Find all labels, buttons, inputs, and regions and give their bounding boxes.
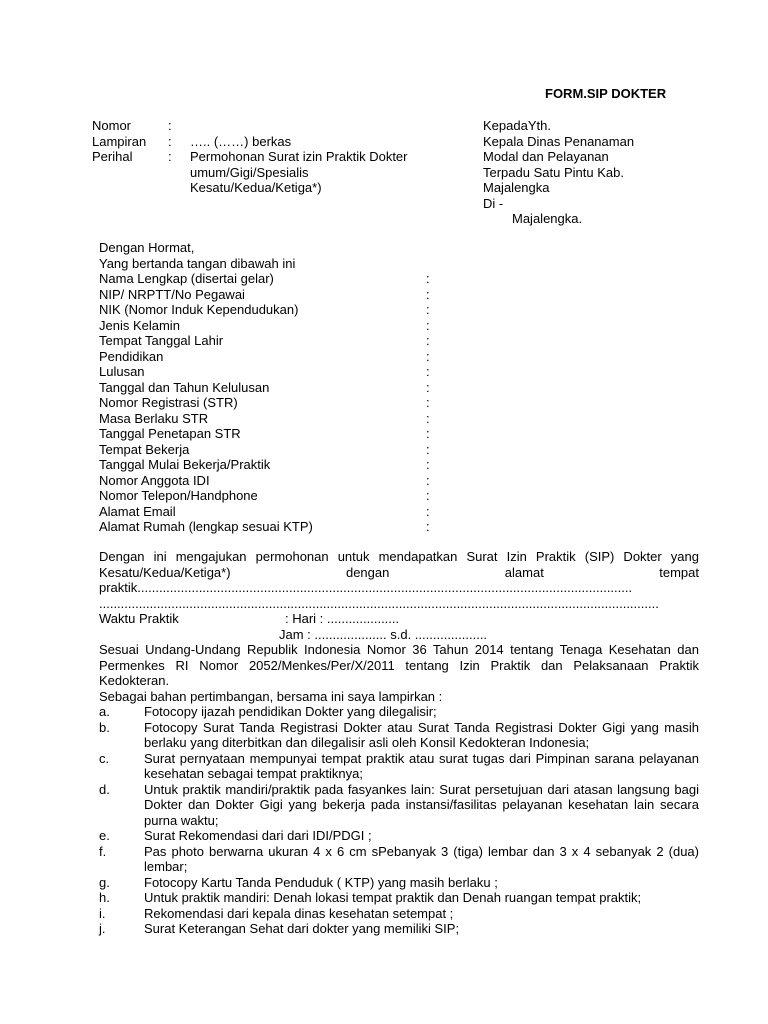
field-label: Alamat Email (99, 503, 176, 519)
meta-label: Nomor (92, 118, 132, 133)
attach-intro: Sebagai bahan pertimbangan, bersama ini saya lampirkan : (99, 688, 443, 704)
meta-colon: : (168, 149, 172, 164)
waktu-jam: Jam : .................... s.d. .................... (279, 626, 488, 642)
legal-basis: Sesuai Undang-Undang Republik Indonesia Nomor 36 Tahun 2014 tentang Tenaga Kesehatan dan Permenkes RI Nomor 2052/Menkes/Per/X/2011 tentang Izin Praktik dan Pelaksanaan Praktik Kedokteran. (99, 642, 699, 688)
field-colon: : (426, 488, 430, 503)
attachment-item (99, 890, 699, 906)
field-label: Tempat Tanggal Lahir (99, 333, 224, 348)
field-list (99, 271, 439, 535)
meta-value: ….. (……) berkas (190, 133, 292, 149)
recipient-line: Terpadu Satu Pintu Kab. (483, 164, 624, 180)
field-label: Tanggal Penetapan STR (99, 426, 241, 441)
field-label: Nomor Anggota IDI (99, 472, 210, 488)
attachment-marker: f. (99, 843, 107, 859)
field-label: Masa Berlaku STR (99, 410, 209, 426)
form-title: FORM.SIP DOKTER (545, 86, 667, 101)
field-label: NIP/ NRPTT/No Pegawai (99, 286, 245, 302)
request-line: ........................................................................................................................................................... (99, 595, 659, 611)
request-line: Dengan ini mengajukan permohonan untuk mendapatkan Surat Izin Praktik (SIP) Dokter yang (99, 549, 699, 564)
applicant-fields (99, 240, 439, 535)
request-line: Kesatu/Kedua/Ketiga*) dengan alamat tempat (99, 564, 699, 580)
attachment-text: Surat pernyataan mempunyai tempat praktik atau surat tugas dari Pimpinan sarana pelayanan kesehatan sebagai tempat praktiknya; (144, 750, 699, 781)
letter-meta (92, 118, 440, 196)
field-colon: : (426, 472, 430, 488)
field-row (99, 302, 439, 318)
field-colon: : (426, 302, 430, 317)
attachment-marker: a. (99, 704, 110, 719)
field-label: NIK (Nomor Induk Kependudukan) (99, 302, 299, 317)
greeting: Dengan Hormat, (99, 240, 195, 255)
recipient-line: KepadaYth. (483, 118, 551, 133)
field-colon: : (426, 503, 430, 519)
attachment-text: Pas photo berwarna ukuran 4 x 6 cm sPebanyak 3 (tiga) lembar dan 3 x 4 sebanyak 2 (dua) lembar; (144, 843, 699, 874)
meta-row-perihal (92, 149, 440, 196)
field-label: Nomor Telepon/Handphone (99, 488, 258, 503)
attachment-text: Untuk praktik mandiri: Denah lokasi tempat praktik dan Denah ruangan tempat praktik; (144, 890, 642, 905)
field-label: Nomor Registrasi (STR) (99, 395, 238, 410)
attachment-marker: i. (99, 905, 106, 921)
field-row (99, 349, 439, 365)
recipient-block (483, 118, 634, 227)
field-colon: : (426, 286, 430, 302)
attachment-marker: g. (99, 874, 110, 890)
field-colon: : (426, 364, 430, 379)
attachment-text: Fotocopy ijazah pendidikan Dokter yang dilegalisir; (144, 704, 437, 719)
field-label: Tanggal Mulai Bekerja/Praktik (99, 457, 271, 472)
field-colon: : (426, 426, 430, 441)
field-row (99, 333, 439, 349)
attachment-list (99, 704, 699, 937)
field-row (99, 519, 439, 535)
attachment-item (99, 875, 699, 891)
attachment-marker: h. (99, 890, 110, 905)
field-row (99, 426, 439, 442)
meta-label: Lampiran (92, 133, 147, 149)
attachment-item (99, 921, 699, 937)
attachment-marker: c. (99, 750, 110, 766)
attachment-text: Surat Rekomendasi dari dari IDI/PDGI ; (144, 828, 372, 843)
field-row (99, 364, 439, 380)
intro-text: Yang bertanda tangan dibawah ini (99, 255, 296, 271)
field-row (99, 442, 439, 458)
field-label: Pendidikan (99, 348, 164, 364)
meta-value: Permohonan Surat izin Praktik Dokter umum/Gigi/Spesialis Kesatu/Kedua/Ketiga*) (190, 149, 408, 195)
field-colon: : (426, 441, 430, 457)
meta-colon: : (168, 118, 172, 133)
field-colon: : (426, 333, 430, 348)
attachment-text: Fotocopy Surat Tanda Registrasi Dokter atau Surat Tanda Registrasi Dokter Gigi yang masih berlaku yang diterbitkan dan dilegalisir asli oleh Konsil Kedokteran Indonesia; (144, 719, 699, 750)
request-body (99, 549, 699, 937)
recipient-line: Kepala Dinas Penanaman (483, 133, 635, 149)
field-colon: : (426, 395, 430, 410)
attachment-marker: b. (99, 719, 110, 735)
field-row (99, 488, 439, 504)
field-colon: : (426, 519, 430, 534)
recipient-line: Modal dan Pelayanan (483, 149, 609, 164)
meta-row-lampiran (92, 134, 440, 150)
field-label: Jenis Kelamin (99, 317, 180, 333)
waktu-praktik-row (99, 611, 699, 627)
recipient-line: Di - (483, 195, 504, 211)
field-colon: : (426, 457, 430, 472)
field-colon: : (426, 317, 430, 333)
field-colon: : (426, 379, 430, 395)
attachment-text: Fotocopy Kartu Tanda Penduduk ( KTP) yang masih berlaku ; (144, 874, 498, 890)
field-colon: : (426, 410, 430, 426)
attachment-text: Surat Keterangan Sehat dari dokter yang memiliki SIP; (144, 921, 460, 936)
meta-colon: : (168, 133, 172, 149)
attachment-marker: e. (99, 828, 110, 843)
attachment-item (99, 704, 699, 720)
field-row (99, 380, 439, 396)
field-row (99, 271, 439, 287)
meta-row-nomor (92, 118, 440, 134)
attachment-item (99, 720, 699, 751)
field-row (99, 457, 439, 473)
field-label: Tempat Bekerja (99, 441, 190, 457)
meta-label: Perihal (92, 149, 133, 164)
attachment-item (99, 782, 699, 829)
waktu-hari: : Hari : .................... (285, 611, 400, 626)
field-label: Tanggal dan Tahun Kelulusan (99, 379, 270, 395)
field-label: Lulusan (99, 364, 145, 379)
field-row (99, 504, 439, 520)
field-row (99, 287, 439, 303)
field-label: Nama Lengkap (disertai gelar) (99, 271, 274, 286)
attachment-text: Untuk praktik mandiri/praktik pada fasyankes lain: Surat persetujuan dari atasan langsung bagi Dokter dan Dokter Gigi yang bekerja pada instansi/fasilitas pelayanan kesehatan lain secara purna waktu; (144, 781, 699, 828)
waktu-label: Waktu Praktik (99, 611, 179, 626)
attachment-marker: j. (99, 921, 106, 936)
attachment-item (99, 906, 699, 922)
recipient-city: Majalengka. (512, 211, 583, 226)
field-label: Alamat Rumah (lengkap sesuai KTP) (99, 519, 313, 534)
attachment-text: Rekomendasi dari kepala dinas kesehatan setempat ; (144, 905, 454, 921)
attachment-item (99, 751, 699, 782)
recipient-line: Majalengka (483, 180, 550, 195)
attachment-marker: d. (99, 781, 110, 797)
field-colon: : (426, 271, 430, 286)
field-row (99, 318, 439, 334)
meta-value (190, 118, 440, 134)
attachment-item (99, 844, 699, 875)
field-row (99, 395, 439, 411)
attachment-item (99, 828, 699, 844)
field-row (99, 411, 439, 427)
field-row (99, 473, 439, 489)
field-colon: : (426, 348, 430, 364)
request-line: praktik......................................................................................................................................... (99, 580, 633, 595)
